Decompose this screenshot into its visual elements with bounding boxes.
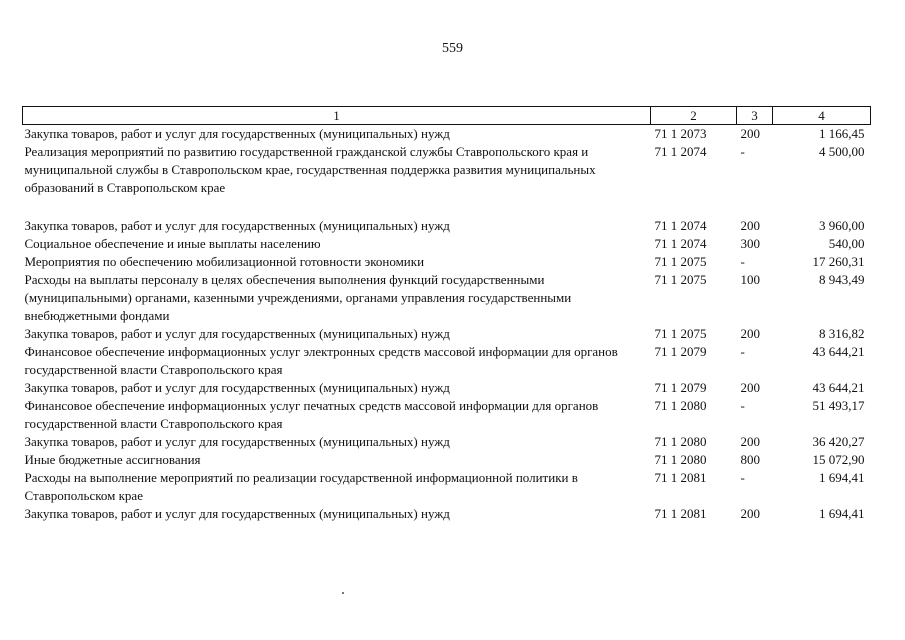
row-name: Мероприятия по обеспечению мобилизационной готовности экономики bbox=[24, 254, 425, 269]
row-amount: 540,00 bbox=[828, 236, 865, 251]
row-name: Закупка товаров, работ и услуг для государственных (муниципальных) нужд bbox=[24, 126, 450, 141]
table-row bbox=[23, 125, 871, 144]
row-name: Закупка товаров, работ и услуг для государственных (муниципальных) нужд bbox=[24, 506, 450, 521]
row-expense-type: - bbox=[740, 344, 745, 359]
row-amount: 1 694,41 bbox=[819, 470, 865, 485]
table-row bbox=[23, 343, 871, 379]
row-name: Финансовое обеспечение информационных услуг электронных средств массовой информации для органов государственной власти Ставропольского края bbox=[24, 344, 618, 377]
row-amount: 1 166,45 bbox=[819, 126, 865, 141]
column-header-2: 2 bbox=[651, 107, 737, 125]
row-name: Расходы на выплаты персоналу в целях обеспечения выполнения функций государственными (муниципальными) органами, казенными учреждениями, органами управления государственными внебюджетными фондами bbox=[24, 272, 572, 323]
row-expense-type: 200 bbox=[740, 434, 760, 449]
row-code: 71 1 2073 bbox=[654, 126, 707, 141]
row-name: Закупка товаров, работ и услуг для государственных (муниципальных) нужд bbox=[24, 434, 450, 449]
row-code: 71 1 2075 bbox=[654, 326, 707, 341]
header-row bbox=[23, 107, 871, 125]
table-row bbox=[23, 379, 871, 397]
row-expense-type: - bbox=[740, 254, 745, 269]
table-row bbox=[23, 397, 871, 433]
row-expense-type: 200 bbox=[740, 380, 760, 395]
row-code: 71 1 2080 bbox=[654, 452, 707, 467]
budget-table bbox=[22, 106, 871, 523]
row-code: 71 1 2079 bbox=[654, 380, 707, 395]
row-expense-type: 200 bbox=[740, 126, 760, 141]
row-expense-type: - bbox=[740, 144, 745, 159]
row-expense-type: 800 bbox=[740, 452, 760, 467]
table-row bbox=[23, 469, 871, 505]
row-name: Иные бюджетные ассигнования bbox=[24, 452, 201, 467]
row-name: Социальное обеспечение и иные выплаты населению bbox=[24, 236, 321, 251]
table-row bbox=[23, 325, 871, 343]
column-header-4: 4 bbox=[773, 107, 871, 125]
table-row bbox=[23, 253, 871, 271]
row-amount: 43 644,21 bbox=[812, 380, 865, 395]
row-expense-type: - bbox=[740, 398, 745, 413]
row-name: Финансовое обеспечение информационных услуг печатных средств массовой информации для органов государственной власти Ставропольского края bbox=[24, 398, 599, 431]
table-body bbox=[23, 125, 871, 524]
row-amount: 3 960,00 bbox=[819, 218, 865, 233]
row-expense-type: 300 bbox=[740, 236, 760, 251]
row-amount: 15 072,90 bbox=[812, 452, 865, 467]
row-code: 71 1 2075 bbox=[654, 254, 707, 269]
column-header-3: 3 bbox=[737, 107, 773, 125]
table-header bbox=[23, 107, 871, 125]
row-code: 71 1 2074 bbox=[654, 144, 707, 159]
row-amount: 4 500,00 bbox=[819, 144, 865, 159]
table-row bbox=[23, 143, 871, 217]
row-name: Реализация мероприятий по развитию государственной гражданской службы Ставропольского края и муниципальной службы в Ставропольском крае, государственная поддержка развития муниципальных образований в Ставропольском крае bbox=[24, 144, 596, 195]
row-name: Закупка товаров, работ и услуг для государственных (муниципальных) нужд bbox=[24, 218, 450, 233]
row-amount: 8 943,49 bbox=[819, 272, 865, 287]
row-code: 71 1 2080 bbox=[654, 434, 707, 449]
row-expense-type: 200 bbox=[740, 506, 760, 521]
column-header-1: 1 bbox=[23, 107, 651, 125]
row-name: Расходы на выполнение мероприятий по реализации государственной информационной политики в Ставропольском крае bbox=[24, 470, 578, 503]
row-code: 71 1 2080 bbox=[654, 398, 707, 413]
row-code: 71 1 2079 bbox=[654, 344, 707, 359]
budget-table-container bbox=[22, 106, 870, 523]
row-amount: 43 644,21 bbox=[812, 344, 865, 359]
row-name: Закупка товаров, работ и услуг для государственных (муниципальных) нужд bbox=[24, 326, 450, 341]
table-row bbox=[23, 433, 871, 451]
table-row bbox=[23, 217, 871, 235]
row-name: Закупка товаров, работ и услуг для государственных (муниципальных) нужд bbox=[24, 380, 450, 395]
row-code: 71 1 2074 bbox=[654, 218, 707, 233]
row-expense-type: 200 bbox=[740, 326, 760, 341]
row-expense-type: 200 bbox=[740, 218, 760, 233]
row-amount: 17 260,31 bbox=[812, 254, 865, 269]
row-amount: 51 493,17 bbox=[812, 398, 865, 413]
row-amount: 8 316,82 bbox=[819, 326, 865, 341]
table-row bbox=[23, 235, 871, 253]
row-code: 71 1 2081 bbox=[654, 506, 707, 521]
row-code: 71 1 2074 bbox=[654, 236, 707, 251]
table-row bbox=[23, 451, 871, 469]
row-code: 71 1 2081 bbox=[654, 470, 707, 485]
table-row bbox=[23, 505, 871, 523]
row-code: 71 1 2075 bbox=[654, 272, 707, 287]
row-expense-type: - bbox=[740, 470, 745, 485]
scan-speck bbox=[342, 592, 344, 594]
row-amount: 1 694,41 bbox=[819, 506, 865, 521]
table-row bbox=[23, 271, 871, 325]
page-number: 559 bbox=[442, 41, 463, 56]
row-expense-type: 100 bbox=[740, 272, 760, 287]
row-amount: 36 420,27 bbox=[812, 434, 865, 449]
